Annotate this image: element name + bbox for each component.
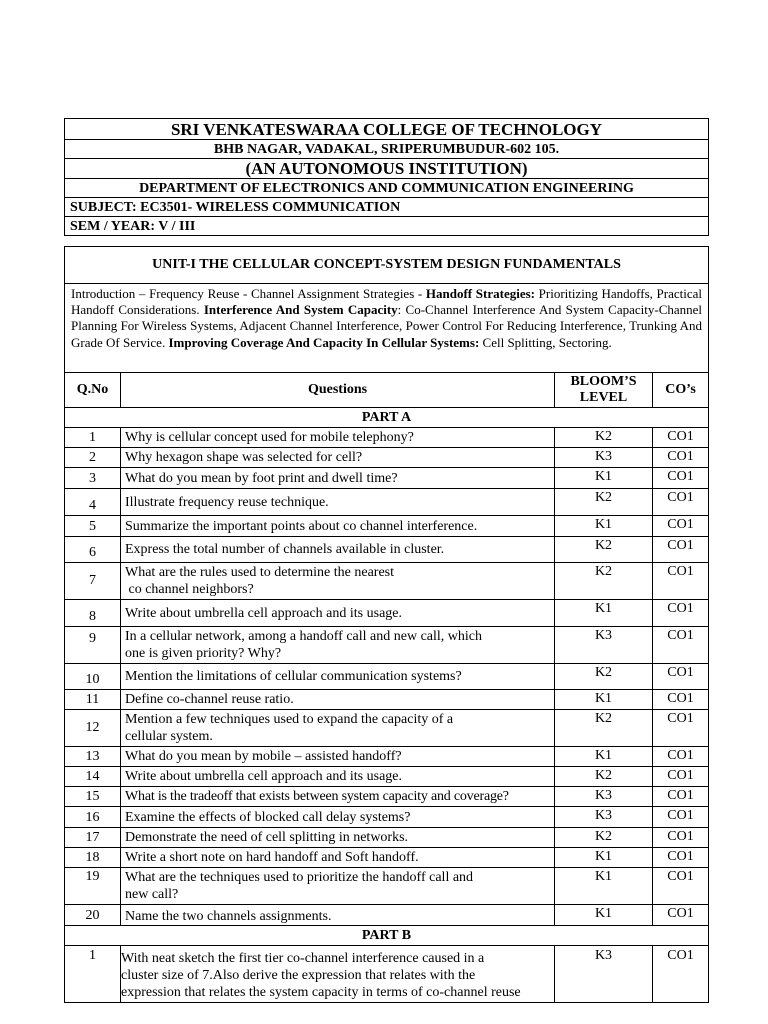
blooms-level: K1 xyxy=(555,468,653,489)
course-outcome: CO1 xyxy=(653,600,709,627)
question-number: 17 xyxy=(65,828,121,848)
course-outcome: CO1 xyxy=(653,468,709,489)
blooms-level: K2 xyxy=(555,767,653,787)
table-row xyxy=(65,468,709,489)
table-row xyxy=(65,448,709,468)
question-number: 13 xyxy=(65,747,121,767)
question-text xyxy=(121,946,555,1003)
question-line: new call? xyxy=(125,887,179,902)
question-text: Write a short note on hard handoff and Soft handoff. xyxy=(121,848,555,868)
course-outcome: CO1 xyxy=(653,627,709,664)
question-number: 18 xyxy=(65,848,121,868)
question-line: co channel neighbors? xyxy=(125,582,254,597)
college-name: SRI VENKATESWARAA COLLEGE OF TECHNOLOGY xyxy=(65,119,709,140)
blooms-level: K1 xyxy=(555,868,653,905)
blooms-level: K1 xyxy=(555,690,653,710)
question-text xyxy=(121,868,555,905)
question-number: 10 xyxy=(65,664,121,690)
syllabus-text: Introduction – Frequency Reuse - Channel Assignment Strategies - xyxy=(71,286,426,301)
question-line: Mention a few techniques used to expand the capacity of a xyxy=(125,712,454,727)
blooms-level: K2 xyxy=(555,828,653,848)
question-text: What is the tradeoff that exists between system capacity and coverage? xyxy=(121,787,555,807)
course-outcome: CO1 xyxy=(653,828,709,848)
sem-year-line: SEM / YEAR: V / III xyxy=(65,217,709,236)
unit-syllabus xyxy=(65,284,709,373)
table-row xyxy=(65,767,709,787)
course-outcome: CO1 xyxy=(653,448,709,468)
question-text: Define co-channel reuse ratio. xyxy=(121,690,555,710)
table-row xyxy=(65,690,709,710)
table-row xyxy=(65,489,709,516)
subject-line: SUBJECT: EC3501- WIRELESS COMMUNICATION xyxy=(65,198,709,217)
course-outcome: CO1 xyxy=(653,787,709,807)
table-row xyxy=(65,428,709,448)
question-number: 2 xyxy=(65,448,121,468)
question-number: 9 xyxy=(65,627,121,664)
table-row xyxy=(65,664,709,690)
question-bank-table xyxy=(64,246,709,1003)
table-row xyxy=(65,747,709,767)
course-outcome: CO1 xyxy=(653,489,709,516)
syllabus-heading: Handoff Strategies: xyxy=(425,286,535,301)
table-row xyxy=(65,828,709,848)
question-text xyxy=(121,563,555,600)
question-text: Summarize the important points about co channel interference. xyxy=(121,516,555,537)
course-outcome: CO1 xyxy=(653,767,709,787)
blooms-level: K1 xyxy=(555,747,653,767)
autonomous-label: (AN AUTONOMOUS INSTITUTION) xyxy=(65,159,709,179)
question-number: 19 xyxy=(65,868,121,905)
course-outcome: CO1 xyxy=(653,710,709,747)
course-outcome: CO1 xyxy=(653,690,709,710)
part-a-label: PART A xyxy=(65,408,709,428)
qno-header: Q.No xyxy=(65,373,121,408)
college-header xyxy=(64,118,709,236)
blooms-level: K2 xyxy=(555,563,653,600)
course-outcome: CO1 xyxy=(653,946,709,1003)
syllabus-text: Prioritizing Handoffs, Practical Handoff Considerations. xyxy=(71,286,703,318)
blooms-level: K2 xyxy=(555,664,653,690)
table-row xyxy=(65,848,709,868)
course-outcome: CO1 xyxy=(653,516,709,537)
table-row xyxy=(65,905,709,926)
question-text: Why is cellular concept used for mobile telephony? xyxy=(121,428,555,448)
column-header-row xyxy=(65,373,709,408)
blooms-level: K3 xyxy=(555,946,653,1003)
table-row xyxy=(65,563,709,600)
department-name: DEPARTMENT OF ELECTRONICS AND COMMUNICATION ENGINEERING xyxy=(65,179,709,198)
syllabus-heading: Interference And System Capacity xyxy=(203,302,398,318)
question-number: 8 xyxy=(65,600,121,627)
question-text: Name the two channels assignments. xyxy=(121,905,555,926)
course-outcome: CO1 xyxy=(653,747,709,767)
blooms-level: K3 xyxy=(555,627,653,664)
unit-title: UNIT-I THE CELLULAR CONCEPT-SYSTEM DESIGN FUNDAMENTALS xyxy=(65,247,709,284)
course-outcome: CO1 xyxy=(653,807,709,828)
table-row xyxy=(65,807,709,828)
question-text: Demonstrate the need of cell splitting in networks. xyxy=(121,828,555,848)
question-number: 15 xyxy=(65,787,121,807)
course-outcome: CO1 xyxy=(653,848,709,868)
table-row xyxy=(65,710,709,747)
question-text: Write about umbrella cell approach and its usage. xyxy=(121,600,555,627)
question-line: expression that relates the system capacity in terms of co-channel reuse xyxy=(121,985,521,1000)
question-text xyxy=(121,627,555,664)
question-line: What are the rules used to determine the nearest xyxy=(125,565,394,580)
course-outcome: CO1 xyxy=(653,664,709,690)
syllabus-text: : Co-Channel Interference And System Capacity-Channel Planning For Wireless Systems, Adjacent Channel Interference, Power Control For Reducing Interference, Trunking And Grade Of Service. xyxy=(71,302,703,350)
blooms-level: K1 xyxy=(555,600,653,627)
question-number: 11 xyxy=(65,690,121,710)
college-address: BHB NAGAR, VADAKAL, SRIPERUMBUDUR-602 105. xyxy=(65,140,709,159)
question-number: 12 xyxy=(65,710,121,747)
part-b-label: PART B xyxy=(65,926,709,946)
blooms-header-line: LEVEL xyxy=(579,390,628,405)
blooms-level-header xyxy=(555,373,653,408)
question-text: Illustrate frequency reuse technique. xyxy=(121,489,555,516)
questions-header: Questions xyxy=(121,373,555,408)
question-text: What do you mean by foot print and dwell time? xyxy=(121,468,555,489)
question-number: 16 xyxy=(65,807,121,828)
course-outcome: CO1 xyxy=(653,537,709,563)
table-row xyxy=(65,627,709,664)
course-outcome: CO1 xyxy=(653,428,709,448)
question-number: 6 xyxy=(65,537,121,563)
cos-header: CO’s xyxy=(653,373,709,408)
question-line: cluster size of 7.Also derive the expression that relates with the xyxy=(121,968,476,983)
question-number: 3 xyxy=(65,468,121,489)
question-line: What are the techniques used to prioritize the handoff call and xyxy=(125,870,474,885)
blooms-level: K1 xyxy=(555,516,653,537)
question-text: Express the total number of channels available in cluster. xyxy=(121,537,555,563)
question-line: cellular system. xyxy=(125,729,213,744)
question-text: Mention the limitations of cellular communication systems? xyxy=(121,664,555,690)
syllabus-text: Cell Splitting, Sectoring. xyxy=(479,334,612,350)
question-number: 20 xyxy=(65,905,121,926)
table-row xyxy=(65,600,709,627)
blooms-level: K2 xyxy=(555,489,653,516)
blooms-level: K1 xyxy=(555,905,653,926)
question-text: Why hexagon shape was selected for cell? xyxy=(121,448,555,468)
question-line: In a cellular network, among a handoff call and new call, which xyxy=(125,629,482,644)
question-number: 4 xyxy=(65,489,121,516)
question-number: 1 xyxy=(65,428,121,448)
blooms-level: K3 xyxy=(555,448,653,468)
course-outcome: CO1 xyxy=(653,868,709,905)
question-number: 1 xyxy=(65,946,121,1003)
table-row xyxy=(65,787,709,807)
blooms-level: K3 xyxy=(555,807,653,828)
course-outcome: CO1 xyxy=(653,563,709,600)
question-text: Write about umbrella cell approach and its usage. xyxy=(121,767,555,787)
table-row xyxy=(65,537,709,563)
table-row xyxy=(65,868,709,905)
blooms-level: K2 xyxy=(555,710,653,747)
blooms-level: K2 xyxy=(555,537,653,563)
question-text: What do you mean by mobile – assisted handoff? xyxy=(121,747,555,767)
question-number: 5 xyxy=(65,516,121,537)
syllabus-heading: Improving Coverage And Capacity In Cellular Systems: xyxy=(168,334,480,350)
question-text: Examine the effects of blocked call delay systems? xyxy=(121,807,555,828)
question-line: With neat sketch the first tier co-channel interference caused in a xyxy=(121,951,485,966)
question-number: 7 xyxy=(65,563,121,600)
question-number: 14 xyxy=(65,767,121,787)
question-line: one is given priority? Why? xyxy=(125,646,282,661)
blooms-level: K1 xyxy=(555,848,653,868)
table-row xyxy=(65,946,709,1003)
blooms-header-line: BLOOM’S xyxy=(570,374,637,389)
blooms-level: K2 xyxy=(555,428,653,448)
course-outcome: CO1 xyxy=(653,905,709,926)
blooms-level: K3 xyxy=(555,787,653,807)
table-row xyxy=(65,516,709,537)
question-text xyxy=(121,710,555,747)
